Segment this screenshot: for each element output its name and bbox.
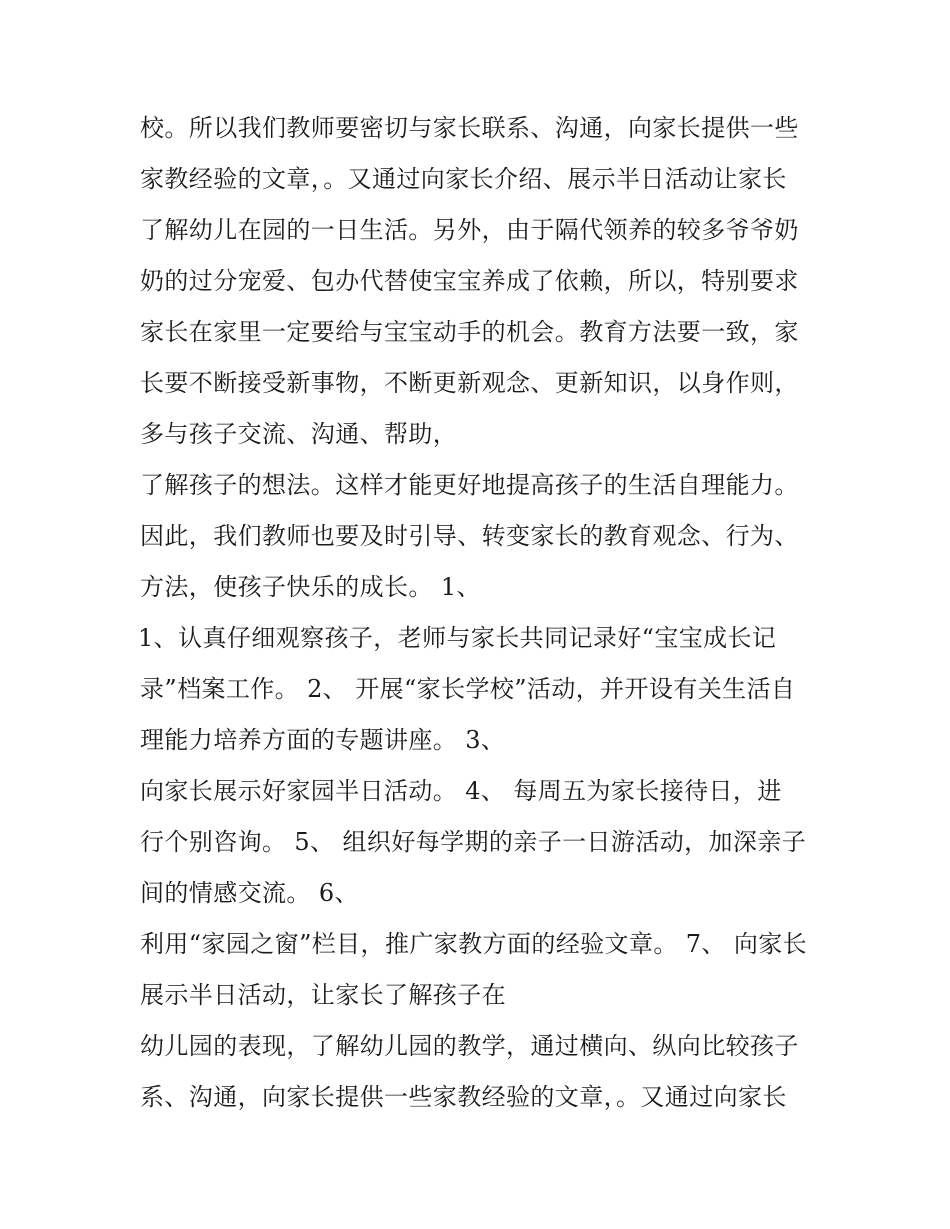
text-line-14: 向家长展示好家园半日活动。 4、 每周五为家长接待日，进 xyxy=(140,777,782,805)
text-line-12: 录”档案工作。 2、 开展“家长学校”活动，并开设有关生活自 xyxy=(140,675,796,703)
text-line-16: 间的情感交流。 6、 xyxy=(140,879,359,907)
text-line-1: 校。所以我们教师要密切与家长联系、沟通，向家长提供一些 xyxy=(140,114,799,142)
text-line-13: 理能力培养方面的专题讲座。 3、 xyxy=(140,726,506,754)
text-line-8: 了解孩子的想法。这样才能更好地提高孩子的生活自理能力。 xyxy=(140,471,799,499)
text-line-2: 家教经验的文章，。又通过向家长介绍、展示半日活动让家长 xyxy=(140,165,787,193)
text-line-4: 奶的过分宠爱、包办代替使宝宝养成了依赖，所以，特别要求 xyxy=(140,267,799,295)
text-line-11: 1、认真仔细观察孩子，老师与家长共同记录好“宝宝成长记 xyxy=(138,624,777,652)
text-line-5: 家长在家里一定要给与宝宝动手的机会。教育方法要一致，家 xyxy=(140,318,799,346)
text-line-17: 利用“家园之窗”栏目，推广家教方面的经验文章。 7、 向家长 xyxy=(140,930,808,958)
text-line-9: 因此，我们教师也要及时引导、转变家长的教育观念、行为、 xyxy=(140,522,799,550)
text-line-18: 展示半日活动，让家长了解孩子在 xyxy=(140,981,506,1009)
text-line-6: 长要不断接受新事物，不断更新观念、更新知识，以身作则， xyxy=(140,369,799,397)
text-line-10: 方法，使孩子快乐的成长。 1、 xyxy=(140,573,481,601)
text-line-20: 系、沟通，向家长提供一些家教经验的文章，。又通过向家长 xyxy=(140,1083,787,1111)
text-line-19: 幼儿园的表现，了解幼儿园的教学，通过横向、纵向比较孩子 xyxy=(140,1032,799,1060)
text-line-3: 了解幼儿在园的一日生活。另外，由于隔代领养的较多爷爷奶 xyxy=(140,216,799,244)
text-line-15: 行个别咨询。 5、 组织好每学期的亲子一日游活动，加深亲子 xyxy=(140,828,807,856)
text-line-7: 多与孩子交流、沟通、帮助， xyxy=(140,420,458,448)
